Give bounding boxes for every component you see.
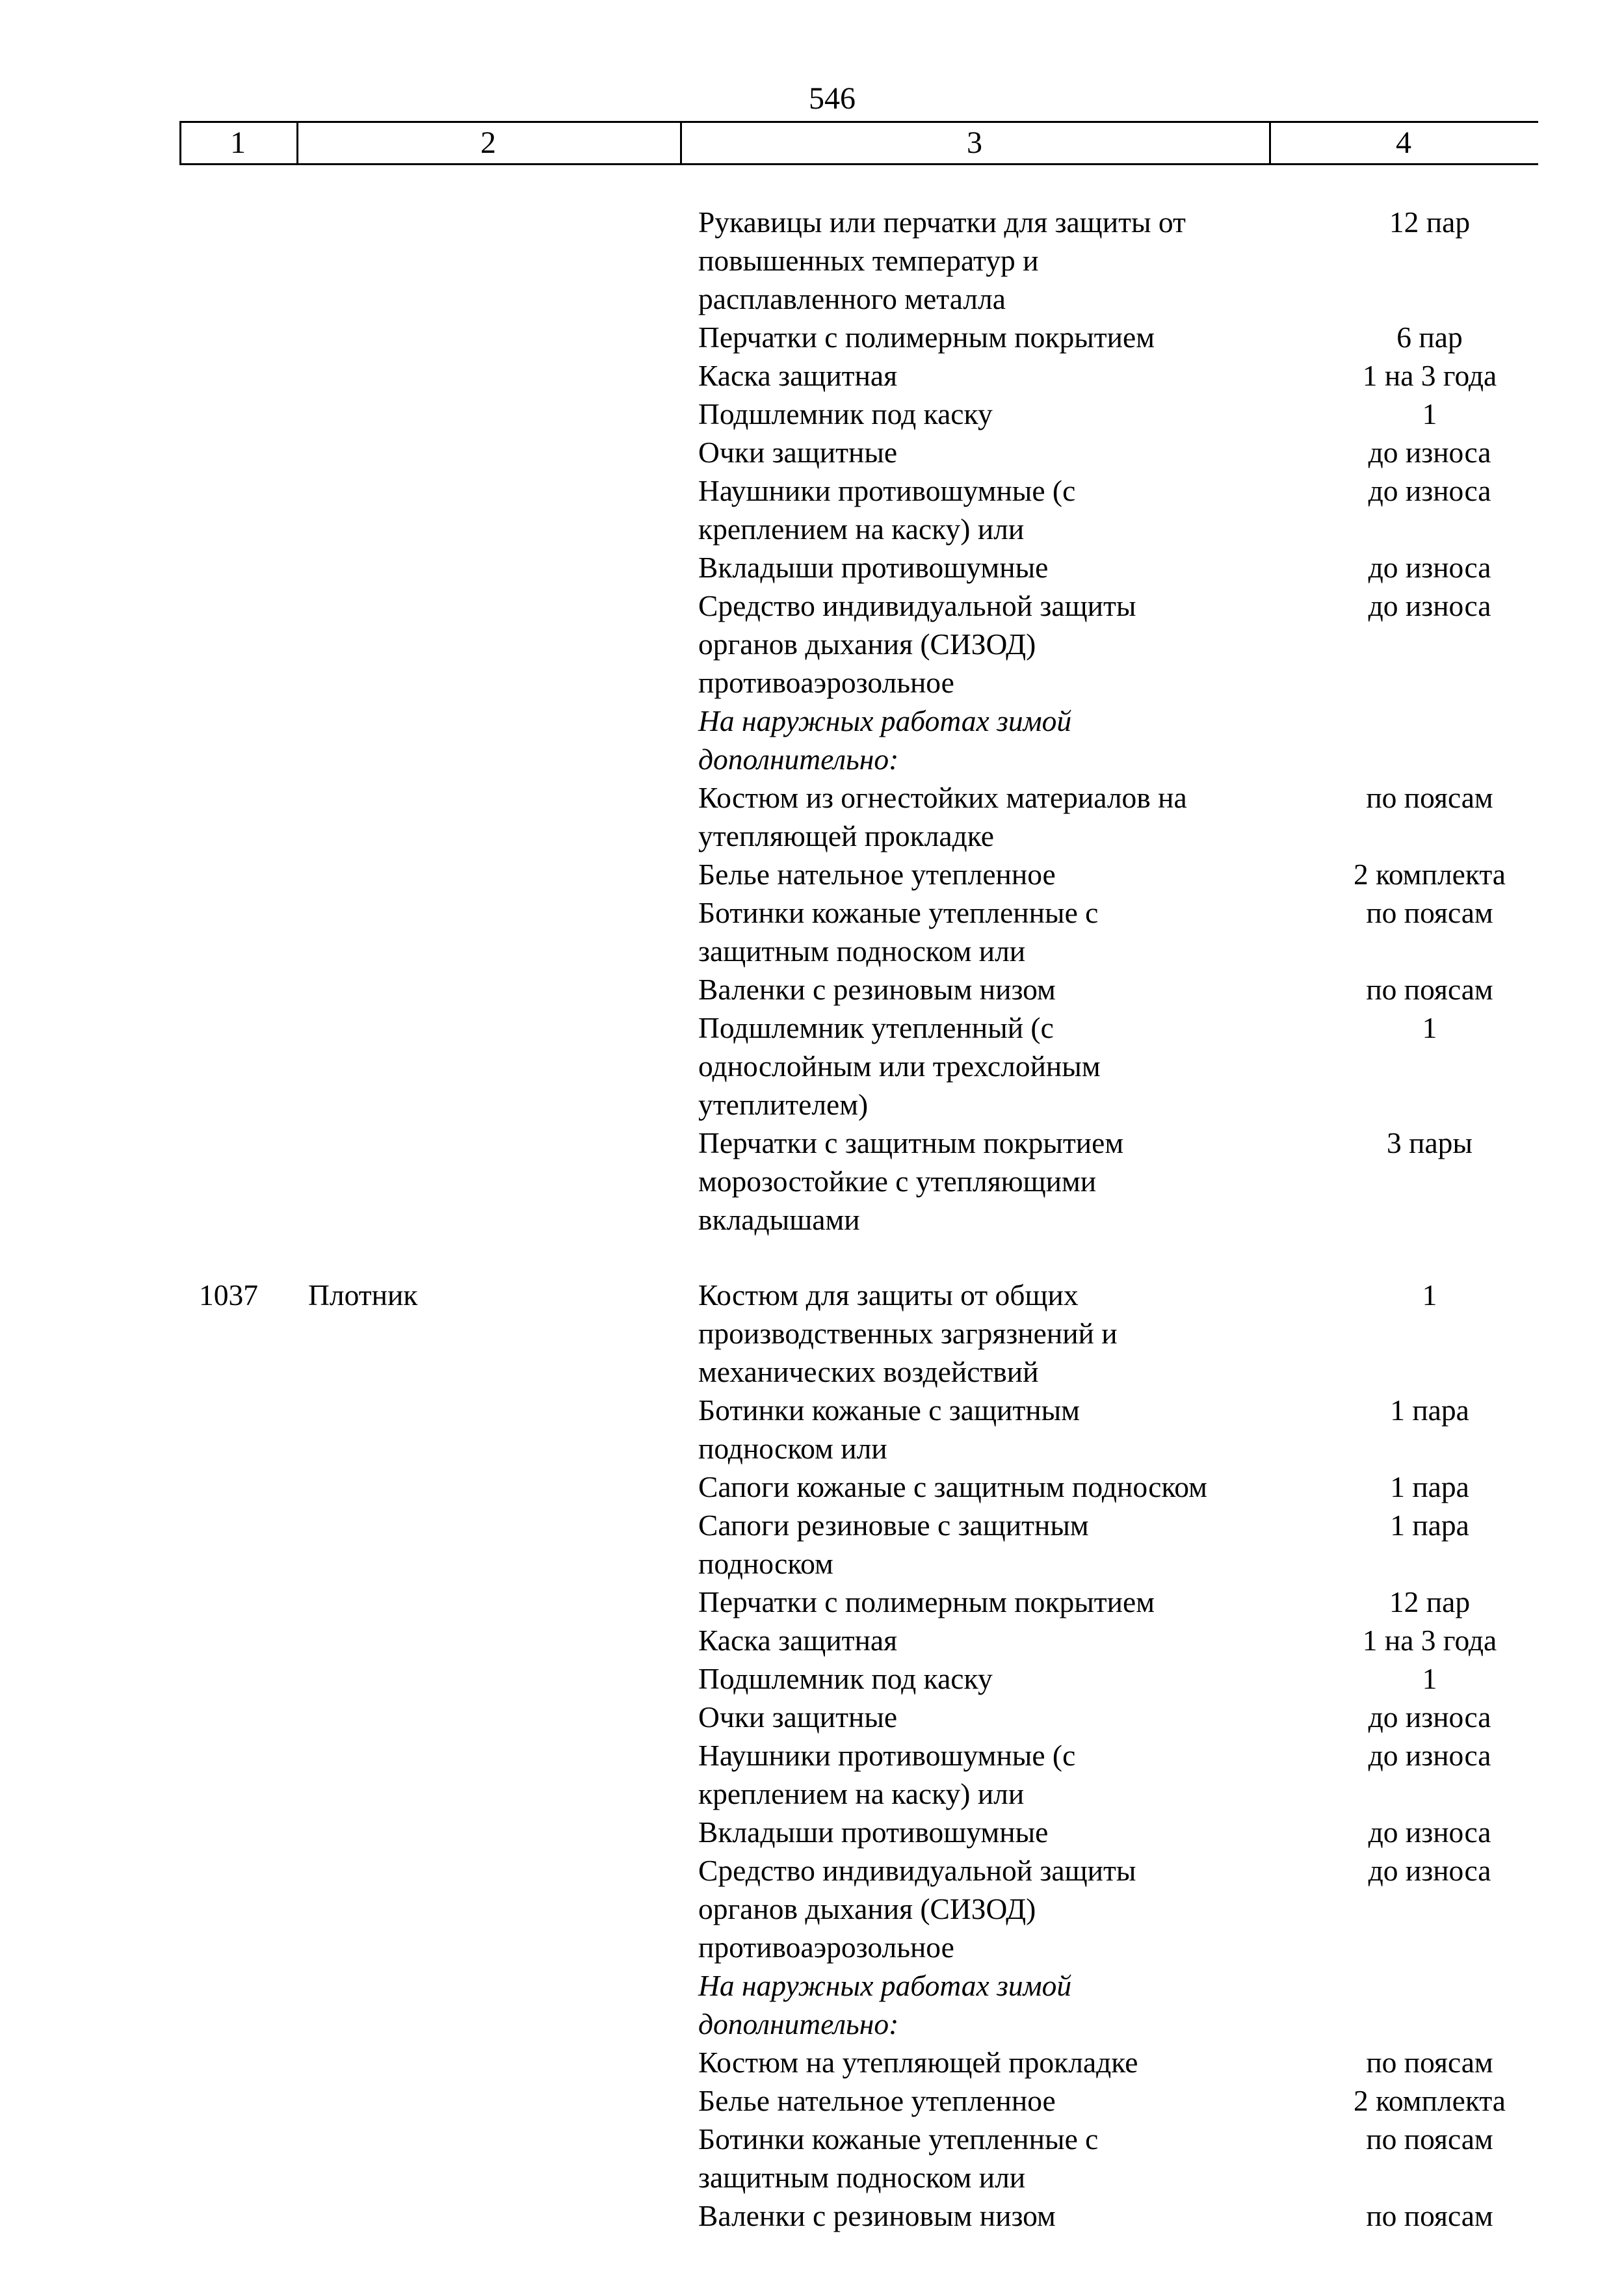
issue-norm: до износа bbox=[1368, 1854, 1491, 1887]
profession-name: Плотник bbox=[308, 1278, 418, 1312]
ppe-item: Подшлемник под каску bbox=[698, 397, 993, 430]
ppe-item: Ботинки кожаные утепленные с защитным подноском или bbox=[698, 896, 1099, 968]
issue-norm: до износа bbox=[1368, 474, 1491, 507]
ppe-item: Валенки с резиновым низом bbox=[698, 973, 1056, 1006]
profession-code: 1037 bbox=[199, 1278, 258, 1312]
issue-norm: до износа bbox=[1368, 1739, 1491, 1772]
issue-norm: 1 bbox=[1422, 1662, 1437, 1695]
ppe-item: Ботинки кожаные утепленные с защитным подноском или bbox=[698, 2122, 1099, 2194]
issue-norm: по поясам bbox=[1366, 2199, 1493, 2232]
issue-norm: по поясам bbox=[1366, 973, 1493, 1006]
ppe-item: Белье нательное утепленное bbox=[698, 858, 1056, 891]
ppe-item: Костюм из огнестойких материалов на утепляющей прокладке bbox=[698, 781, 1187, 852]
ppe-item: Наушники противошумные (с креплением на каску) или bbox=[698, 474, 1076, 546]
ppe-item: Средство индивидуальной защиты органов дыхания (СИЗОД) противоаэрозольное bbox=[698, 589, 1136, 699]
ppe-item: Сапоги резиновые с защитным подноском bbox=[698, 1509, 1089, 1580]
ppe-item: Костюм на утепляющей прокладке bbox=[698, 2046, 1138, 2079]
issue-norm: 6 пар bbox=[1396, 321, 1463, 354]
ppe-item: Наушники противошумные (с креплением на каску) или bbox=[698, 1739, 1076, 1810]
issue-norm: 1 пара bbox=[1390, 1393, 1469, 1427]
ppe-item: Подшлемник под каску bbox=[698, 1662, 993, 1695]
ppe-item: Очки защитные bbox=[698, 436, 898, 469]
issue-norm: 1 пара bbox=[1390, 1470, 1469, 1503]
ppe-item: Костюм для защиты от общих производственных загрязнений и механических воздействий bbox=[698, 1278, 1118, 1388]
issue-norm: по поясам bbox=[1366, 2122, 1493, 2156]
ppe-item: Каска защитная bbox=[698, 1624, 898, 1657]
ppe-item: Ботинки кожаные с защитным подноском или bbox=[698, 1393, 1080, 1465]
ppe-item: Рукавицы или перчатки для защиты от повышенных температур и расплавленного металла bbox=[698, 205, 1186, 315]
ppe-item: Перчатки с защитным покрытием морозостойкие с утепляющими вкладышами bbox=[698, 1126, 1124, 1236]
ppe-item: Сапоги кожаные с защитным подноском bbox=[698, 1470, 1207, 1503]
issue-norm: по поясам bbox=[1366, 781, 1493, 814]
issue-norm: 1 bbox=[1422, 397, 1437, 430]
header-col-1: 1 bbox=[230, 125, 246, 160]
table-header bbox=[179, 121, 1538, 165]
ppe-item: Каска защитная bbox=[698, 359, 898, 392]
ppe-item: Перчатки с полимерным покрытием bbox=[698, 321, 1155, 354]
issue-norm: 3 пары bbox=[1387, 1126, 1473, 1159]
header-col-4: 4 bbox=[1396, 125, 1411, 160]
header-col-3: 3 bbox=[967, 125, 982, 160]
issue-norm: 1 bbox=[1422, 1011, 1437, 1044]
issue-norm: до износа bbox=[1368, 1700, 1491, 1734]
ppe-item: Вкладыши противошумные bbox=[698, 551, 1049, 584]
issue-norm: по поясам bbox=[1366, 896, 1493, 929]
ppe-item: Очки защитные bbox=[698, 1700, 898, 1734]
issue-norm: 12 пар bbox=[1389, 1585, 1471, 1618]
header-col-2: 2 bbox=[480, 125, 496, 160]
ppe-item: Белье нательное утепленное bbox=[698, 2084, 1056, 2117]
issue-norm: 2 комплекта bbox=[1354, 858, 1506, 891]
issue-norm: 1 bbox=[1422, 1278, 1437, 1312]
issue-norm: до износа bbox=[1368, 1815, 1491, 1849]
ppe-item: Подшлемник утепленный (с однослойным или трехслойным утеплителем) bbox=[698, 1011, 1101, 1121]
ppe-item: Средство индивидуальной защиты органов дыхания (СИЗОД) противоаэрозольное bbox=[698, 1854, 1136, 1964]
ppe-item: Валенки с резиновым низом bbox=[698, 2199, 1056, 2232]
section-note: На наружных работах зимой дополнительно: bbox=[698, 704, 1072, 776]
issue-norm: 1 на 3 года bbox=[1362, 359, 1497, 392]
issue-norm: до износа bbox=[1368, 551, 1491, 584]
issue-norm: 2 комплекта bbox=[1354, 2084, 1506, 2117]
issue-norm: по поясам bbox=[1366, 2046, 1493, 2079]
issue-norm: до износа bbox=[1368, 436, 1491, 469]
issue-norm: 1 пара bbox=[1390, 1509, 1469, 1542]
issue-norm: до износа bbox=[1368, 589, 1491, 622]
issue-norm: 12 пар bbox=[1389, 205, 1471, 239]
ppe-item: Вкладыши противошумные bbox=[698, 1815, 1049, 1849]
page-number: 546 bbox=[809, 81, 856, 116]
issue-norm: 1 на 3 года bbox=[1362, 1624, 1497, 1657]
section-note: На наружных работах зимой дополнительно: bbox=[698, 1969, 1072, 2040]
ppe-item: Перчатки с полимерным покрытием bbox=[698, 1585, 1155, 1618]
